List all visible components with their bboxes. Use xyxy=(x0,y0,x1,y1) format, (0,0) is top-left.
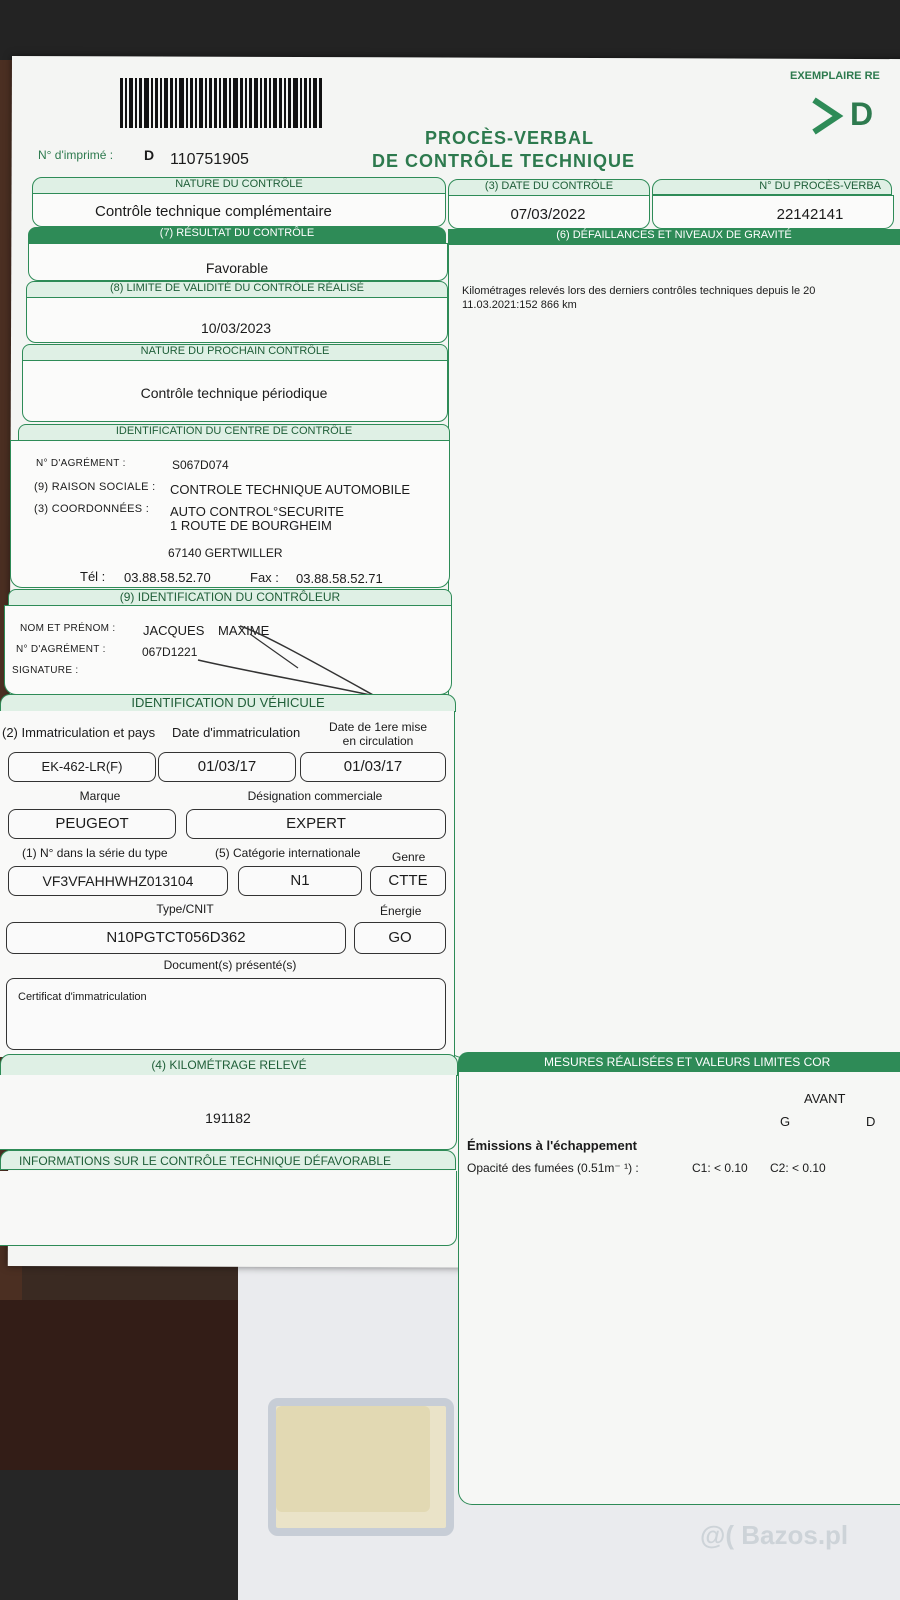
vehicule-docs-label: Document(s) présenté(s) xyxy=(163,958,297,972)
barcode-bar xyxy=(264,78,267,128)
background-top xyxy=(0,0,900,60)
mesures-panel xyxy=(458,1072,900,1505)
barcode-bar xyxy=(300,78,302,128)
centre-coord-label: (3) COORDONNÉES : xyxy=(34,503,150,515)
prochain-value: Contrôle technique périodique xyxy=(140,385,328,401)
vehicule-date-immat-label: Date d'immatriculation xyxy=(172,725,301,740)
vehicule-header: IDENTIFICATION DU VÉHICULE xyxy=(0,694,456,712)
barcode-bar xyxy=(195,78,197,128)
barcode-bar xyxy=(260,78,262,128)
centre-fax-label: Fax : xyxy=(250,570,279,585)
barcode-bar xyxy=(120,78,123,128)
barcode-bar xyxy=(144,78,149,128)
exemplaire-label: EXEMPLAIRE RE xyxy=(790,70,880,82)
infos-header: INFORMATIONS SUR LE CONTRÔLE TECHNIQUE DÉFAVORABLE xyxy=(0,1150,456,1170)
barcode-bar xyxy=(223,78,227,128)
kilometrage-value: 191182 xyxy=(205,1110,251,1126)
centre-header: IDENTIFICATION DU CENTRE DE CONTRÔLE xyxy=(18,424,450,442)
vehicule-categorie-label: (5) Catégorie internationale xyxy=(215,846,361,860)
title-line1: PROCÈS-VERBAL xyxy=(425,128,595,148)
centre-agrement-value: S067D074 xyxy=(172,458,229,472)
defaillances-header: (6) DÉFAILLANCES ET NIVEAUX DE GRAVITÉ xyxy=(448,229,900,245)
controleur-signature-label: SIGNATURE : xyxy=(12,665,79,676)
centre-tel-label: Tél : xyxy=(80,569,106,584)
barcode-bar xyxy=(229,78,231,128)
vehicule-serie-label: (1) N° dans la série du type xyxy=(22,846,168,860)
mesures-c2: C2: < 0.10 xyxy=(770,1161,826,1175)
barcode-bar xyxy=(179,78,184,128)
barcode-bar xyxy=(293,78,298,128)
centre-ville: 67140 GERTWILLER xyxy=(168,546,283,560)
title-line2: DE CONTRÔLE TECHNIQUE xyxy=(372,151,636,171)
watermark: @( Bazos.pl xyxy=(700,1520,849,1550)
vehicule-immat-label: (2) Immatriculation et pays xyxy=(2,725,156,740)
controleur-nom: JACQUES xyxy=(143,623,205,638)
barcode-bar xyxy=(233,78,238,128)
barcode-bar xyxy=(135,78,137,128)
vehicule-designation-label: Désignation commerciale xyxy=(247,789,383,803)
vehicule-designation-field: EXPERT xyxy=(186,809,446,839)
limite-value: 10/03/2023 xyxy=(200,320,272,336)
vehicule-marque-label: Marque xyxy=(79,789,121,803)
vehicule-mise-label1: Date de 1ere mise xyxy=(328,720,428,734)
centre-coord1: AUTO CONTROL°SECURITE xyxy=(170,504,344,519)
vehicule-docs-box xyxy=(6,978,446,1050)
vehicule-genre-field: CTTE xyxy=(370,866,446,896)
barcode-bar xyxy=(170,78,173,128)
infos-box xyxy=(0,1171,457,1246)
vehicule-docs-value: Certificat d'immatriculation xyxy=(18,991,147,1003)
controleur-agrement-label: N° D'AGRÉMENT : xyxy=(16,644,106,655)
vehicule-mise-label2: en circulation xyxy=(342,734,414,748)
mesures-opacite: Opacité des fumées (0.51m⁻ ¹) : xyxy=(467,1161,639,1175)
nature-value: Contrôle technique complémentaire xyxy=(95,203,332,220)
background-stripe xyxy=(0,1470,240,1600)
vehicule-genre-label: Genre xyxy=(392,850,426,864)
signature-drawing xyxy=(180,620,390,700)
vehicule-date-immat-field: 01/03/17 xyxy=(158,752,296,782)
barcode-bar xyxy=(249,78,252,128)
mesures-header: MESURES RÉALISÉES ET VALEURS LIMITES COR xyxy=(458,1052,900,1072)
barcode-bar xyxy=(209,78,212,128)
barcode-bar xyxy=(288,78,291,128)
barcode-bar xyxy=(319,78,322,128)
controleur-prenom: MAXIME xyxy=(218,623,270,638)
barcode-bar xyxy=(273,78,277,128)
imprime-prefix: D xyxy=(144,147,155,163)
barcode-bar xyxy=(190,78,193,128)
vehicule-marque-field: PEUGEOT xyxy=(8,809,176,839)
barcode-bar xyxy=(214,78,217,128)
logo-chevron-icon xyxy=(808,96,844,132)
barcode-bar xyxy=(205,78,207,128)
barcode-bar xyxy=(164,78,168,128)
barcode-bar xyxy=(186,78,188,128)
vehicule-energie-field: GO xyxy=(354,922,446,954)
logo-letter: D xyxy=(850,96,874,132)
barcode-bar xyxy=(254,78,258,128)
barcode-bar xyxy=(129,78,133,128)
mesures-d: D xyxy=(866,1114,876,1129)
vehicule-energie-label: Énergie xyxy=(380,904,422,918)
controleur-nom-label: NOM ET PRÉNOM : xyxy=(20,623,116,634)
centre-coord2: 1 ROUTE DE BOURGHEIM xyxy=(170,518,332,533)
nature-header: NATURE DU CONTRÔLE xyxy=(32,177,446,195)
barcode-bar xyxy=(309,78,311,128)
barcode-bar xyxy=(199,78,203,128)
barcode-bar xyxy=(304,78,307,128)
envelope-window-inner xyxy=(276,1406,430,1512)
defaillances-line2: 11.03.2021:152 866 km xyxy=(462,299,577,311)
pv-value: 22142141 xyxy=(776,206,844,223)
mesures-avant: AVANT xyxy=(804,1091,846,1106)
prochain-header: NATURE DU PROCHAIN CONTRÔLE xyxy=(22,344,448,362)
barcode-bar xyxy=(125,78,127,128)
centre-agrement-label: N° D'AGRÉMENT : xyxy=(36,458,126,469)
barcode-bar xyxy=(219,78,221,128)
mesures-c1: C1: < 0.10 xyxy=(692,1161,748,1175)
resultat-value: Favorable xyxy=(205,260,269,276)
kilometrage-header: (4) KILOMÉTRAGE RELEVÉ xyxy=(0,1054,458,1076)
vehicule-immat-field: EK-462-LR(F) xyxy=(8,752,156,782)
vehicule-type-label: Type/CNIT xyxy=(156,902,214,916)
barcode-bar xyxy=(313,78,317,128)
vehicule-categorie-field: N1 xyxy=(238,866,362,896)
centre-raison-label: (9) RAISON SOCIALE : xyxy=(34,481,156,493)
barcode-bar xyxy=(279,78,282,128)
date-header: (3) DATE DU CONTRÔLE xyxy=(448,179,650,197)
barcode-bar xyxy=(284,78,286,128)
barcode-bar xyxy=(245,78,247,128)
barcode-bar xyxy=(139,78,142,128)
controleur-header: (9) IDENTIFICATION DU CONTRÔLEUR xyxy=(8,589,452,607)
barcode-bar xyxy=(160,78,162,128)
vehicule-type-field: N10PGTCT056D362 xyxy=(6,922,346,954)
defaillances-line1: Kilométrages relevés lors des derniers contrôles techniques depuis le 20 xyxy=(462,285,816,297)
defaillances-panel xyxy=(448,245,900,1058)
centre-tel-value: 03.88.58.52.70 xyxy=(124,570,211,585)
limite-header: (8) LIMITE DE VALIDITÉ DU CONTRÔLE RÉALISÉ xyxy=(26,281,448,299)
barcode-bar xyxy=(175,78,177,128)
vehicule-serie-field: VF3VFAHHWHZ013104 xyxy=(8,866,228,896)
barcode-bar xyxy=(269,78,271,128)
controleur-agrement-value: 067D1221 xyxy=(142,645,198,659)
centre-raison-value: CONTROLE TECHNIQUE AUTOMOBILE xyxy=(170,482,411,497)
resultat-header: (7) RÉSULTAT DU CONTRÔLE xyxy=(28,227,446,243)
centre-fax-value: 03.88.58.52.71 xyxy=(296,571,383,586)
date-value: 07/03/2022 xyxy=(510,206,586,223)
barcode xyxy=(120,78,356,128)
barcode-bar xyxy=(151,78,153,128)
mesures-g: G xyxy=(780,1114,791,1129)
vehicule-mise-field: 01/03/17 xyxy=(300,752,446,782)
imprime-label: N° d'imprimé : xyxy=(38,148,114,162)
barcode-bar xyxy=(155,78,158,128)
barcode-bar xyxy=(240,78,243,128)
mesures-emissions: Émissions à l'échappement xyxy=(467,1138,637,1153)
imprime-number: 110751905 xyxy=(170,151,249,168)
pv-header: N° DU PROCÈS-VERBA xyxy=(652,179,892,195)
